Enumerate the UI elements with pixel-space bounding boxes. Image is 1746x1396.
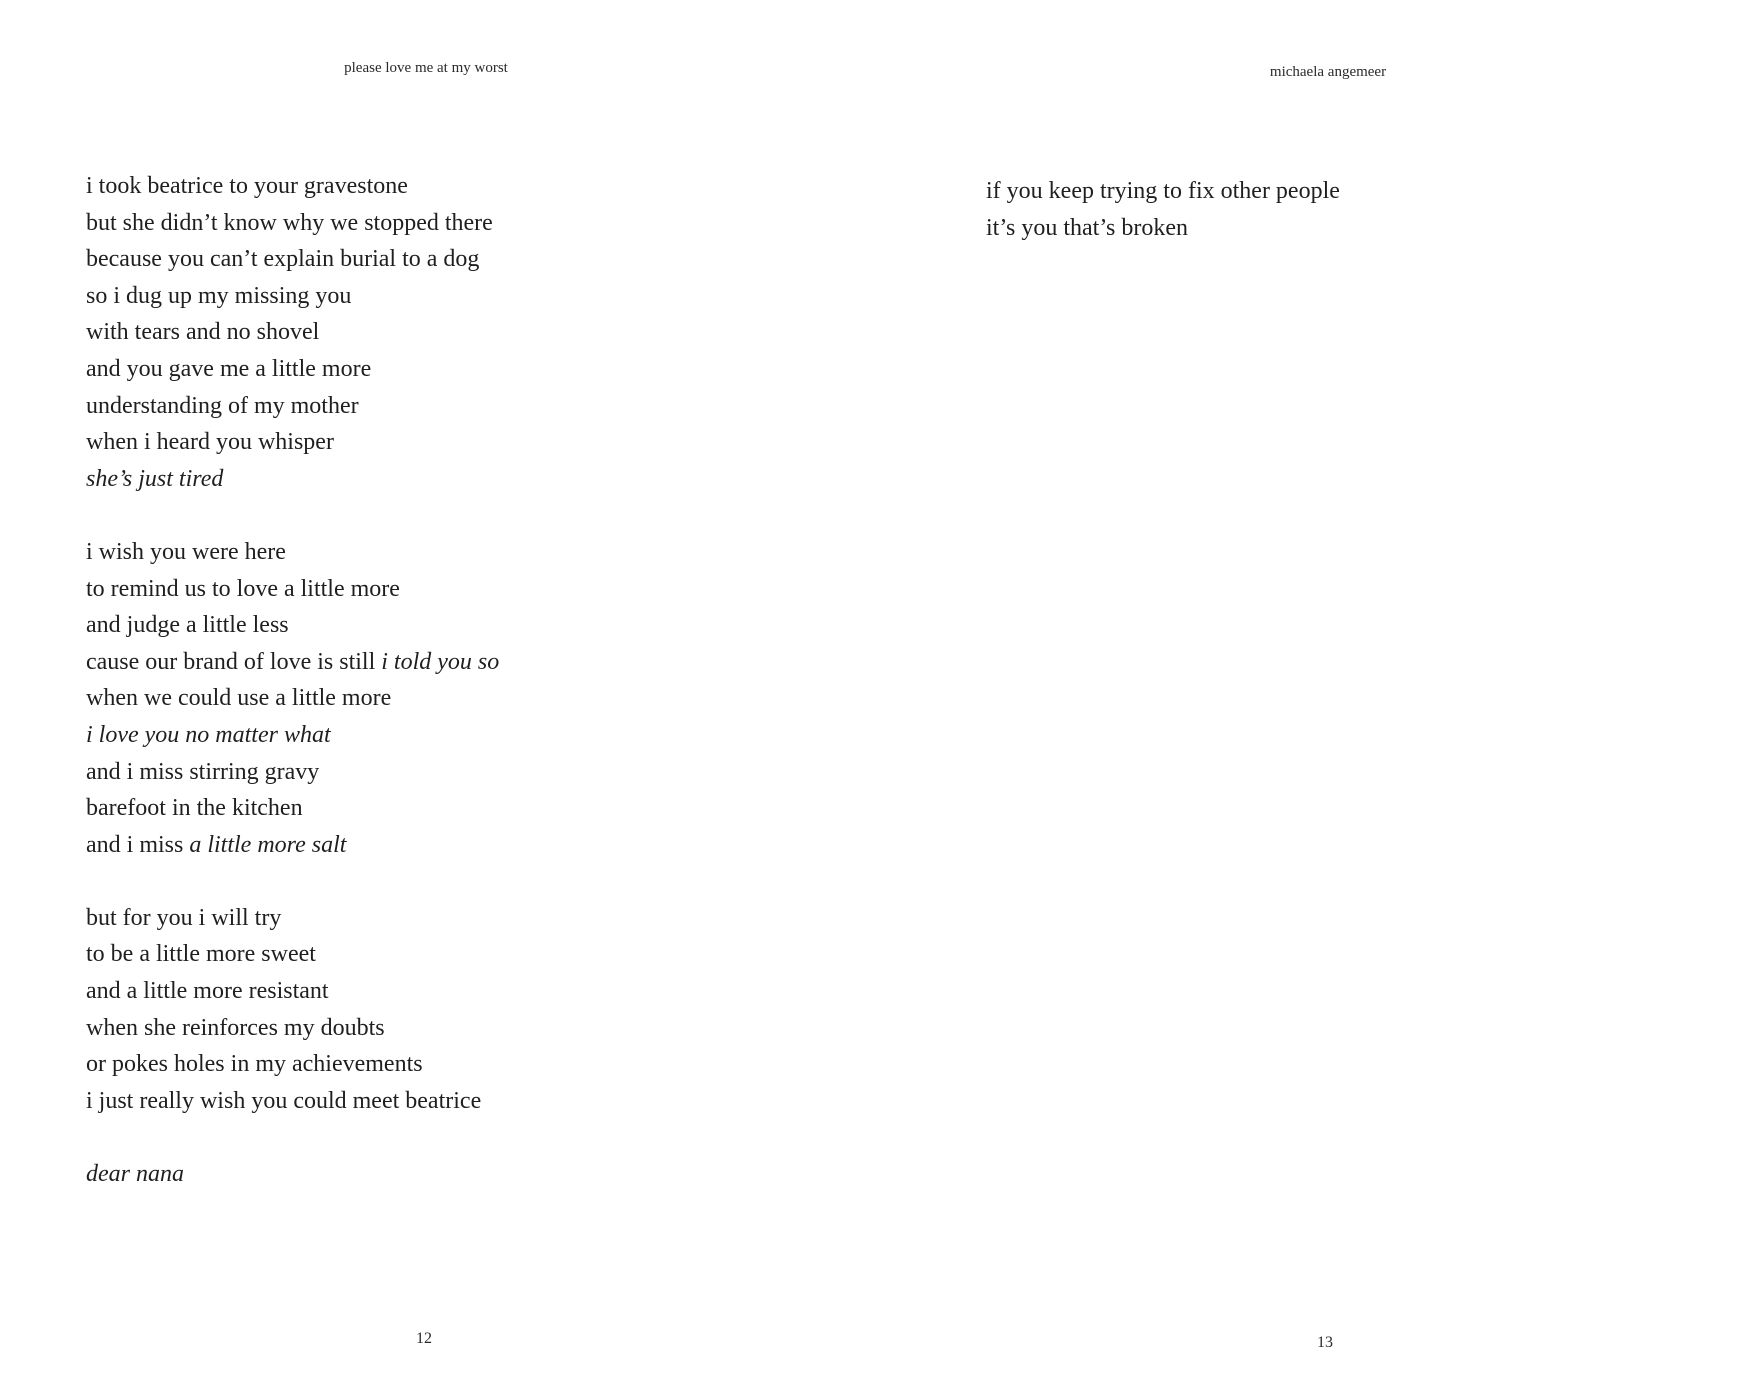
poem-line: barefoot in the kitchen (86, 795, 303, 822)
poem-line-italic: a little more salt (189, 831, 347, 858)
poem-line: when she reinforces my doubts (86, 1014, 385, 1041)
poem-dear-nana (86, 168, 499, 1193)
stanza-break (86, 863, 499, 900)
poem-short (986, 173, 1340, 246)
poem-line: but she didn’t know why we stopped there (86, 209, 493, 236)
poem-line: it’s you that’s broken (986, 214, 1188, 241)
poem-line: if you keep trying to fix other people (986, 178, 1340, 204)
poem-line: and you gave me a little more (86, 355, 372, 382)
poem-line-mixed (86, 644, 499, 681)
poem-line: to be a little more sweet (86, 941, 316, 968)
poem-line: i just really wish you could meet beatrice (86, 1087, 482, 1114)
poem-line: when we could use a little more (86, 685, 392, 712)
poem-line: to remind us to love a little more (86, 575, 400, 602)
stanza-break (86, 497, 499, 534)
stanza-break (86, 1119, 499, 1156)
poem-line: but for you i will try (86, 904, 282, 931)
poem-line: i wish you were here (86, 538, 286, 565)
running-head-author: michaela angemeer (1269, 64, 1387, 80)
poem-line-italic: she’s just tired (86, 465, 224, 492)
running-head-title: please love me at my worst (344, 60, 508, 76)
poem-line-mixed (86, 827, 499, 864)
page-number: 12 (416, 1330, 432, 1347)
poem-title: dear nana (86, 1161, 184, 1188)
poem-line-text: and i miss (86, 831, 190, 858)
right-page (873, 0, 1746, 1396)
poem-line: i took beatrice to your gravestone (86, 173, 408, 199)
poem-line: or pokes holes in my achievements (86, 1051, 423, 1078)
poem-line: because you can’t explain burial to a dog (86, 246, 480, 273)
page-number: 13 (1317, 1334, 1333, 1351)
poem-line-italic: i told you so (381, 648, 500, 675)
poem-line: and i miss stirring gravy (86, 758, 320, 785)
poem-line: and judge a little less (86, 612, 289, 639)
poem-line: when i heard you whisper (86, 429, 334, 456)
poem-line-italic: i love you no matter what (86, 721, 331, 748)
poem-line: with tears and no shovel (86, 319, 320, 346)
poem-line-text: cause our brand of love is still (86, 648, 382, 675)
poem-line: and a little more resistant (86, 978, 329, 1005)
poem-line: so i dug up my missing you (86, 282, 352, 309)
poem-line: understanding of my mother (86, 392, 359, 419)
